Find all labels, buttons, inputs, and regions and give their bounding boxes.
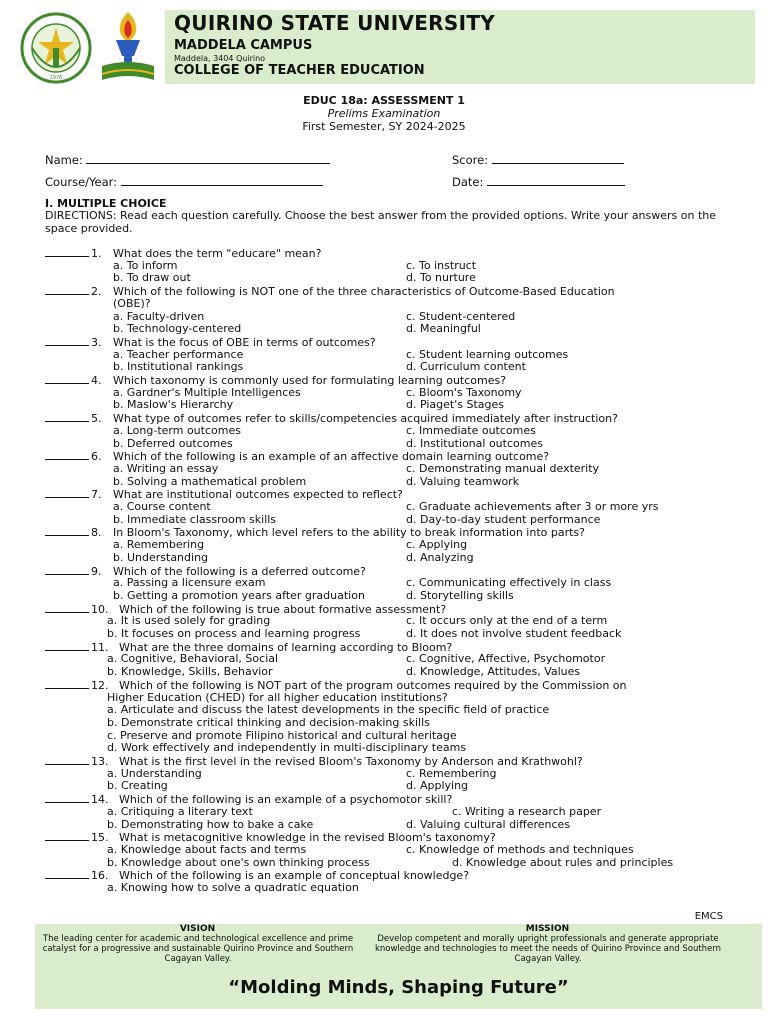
- answer-option[interactable]: a. Long-term outcomes: [113, 423, 241, 437]
- question-number: 5.: [91, 412, 102, 426]
- answer-option[interactable]: c. Immediate outcomes: [406, 423, 536, 437]
- answer-option[interactable]: b. Understanding: [113, 550, 209, 564]
- question-number: 8.: [91, 526, 102, 540]
- university-seal-icon: [20, 8, 92, 88]
- question-number: 4.: [91, 374, 102, 387]
- question-text: Which of the following is an example of a psychomotor skill?: [119, 793, 453, 807]
- question-number: 14.: [91, 793, 109, 807]
- answer-option[interactable]: a. Passing a licensure exam: [113, 576, 266, 590]
- course-year-field[interactable]: [45, 175, 323, 189]
- name-field[interactable]: [45, 153, 330, 167]
- score-field[interactable]: [452, 153, 624, 167]
- answer-blank[interactable]: [45, 374, 89, 384]
- answer-option[interactable]: d. Knowledge, Attitudes, Values: [406, 665, 581, 679]
- answer-option[interactable]: b. Institutional rankings: [113, 360, 244, 374]
- question-text: In Bloom's Taxonomy, which level refers to the ability to break information into parts?: [113, 526, 585, 540]
- answer-option[interactable]: c. Communicating effectively in class: [406, 576, 612, 590]
- answer-option[interactable]: c. Student-centered: [406, 309, 516, 323]
- answer-option[interactable]: c. To instruct: [406, 258, 477, 272]
- answer-blank[interactable]: [45, 247, 89, 257]
- date-field[interactable]: [452, 175, 625, 189]
- question-stem[interactable]: [45, 488, 403, 501]
- question-text: Which of the following is a deferred outcome?: [113, 564, 366, 578]
- answer-option[interactable]: b. Demonstrate critical thinking and decision-making skills: [107, 715, 430, 729]
- answer-option[interactable]: b. Knowledge, Skills, Behavior: [107, 665, 273, 679]
- answer-option[interactable]: a. To inform: [113, 258, 178, 272]
- answer-blank[interactable]: [45, 285, 89, 295]
- answer-option[interactable]: d. Work effectively and independently in multi-disciplinary teams: [107, 741, 467, 755]
- date-label: Date:: [452, 175, 484, 189]
- answer-option[interactable]: b. Getting a promotion years after graduation: [113, 588, 365, 602]
- answer-option[interactable]: d. To nurture: [406, 271, 476, 285]
- answer-option[interactable]: d. Day-to-day student performance: [406, 512, 601, 526]
- answer-option[interactable]: a. Writing an essay: [113, 461, 219, 475]
- answer-blank[interactable]: [45, 793, 89, 803]
- university-name: QUIRINO STATE UNIVERSITY: [174, 11, 496, 35]
- section-heading: I. MULTIPLE CHOICE: [45, 197, 167, 210]
- answer-option[interactable]: a. Critiquing a literary text: [107, 804, 253, 818]
- answer-blank[interactable]: [45, 831, 89, 841]
- question-text: Higher Education (CHED) for all higher education institutions?: [107, 690, 448, 704]
- answer-option[interactable]: d. It does not involve student feedback: [406, 627, 622, 640]
- course-title: EDUC 18a: ASSESSMENT 1: [303, 94, 465, 107]
- question-text: What type of outcomes refer to skills/competencies acquired immediately after instruction?: [113, 412, 618, 426]
- answer-option[interactable]: d. Piaget's Stages: [406, 398, 504, 412]
- question-text: What is the focus of OBE in terms of outcomes?: [113, 335, 376, 349]
- question-number: 1.: [91, 247, 102, 260]
- question-number: 11.: [91, 640, 109, 654]
- term-title: First Semester, SY 2024-2025: [302, 120, 466, 133]
- answer-option[interactable]: d. Analyzing: [406, 550, 474, 564]
- answer-option[interactable]: c. Student learning outcomes: [406, 347, 569, 361]
- answer-option[interactable]: d. Knowledge about rules and principles: [452, 855, 674, 869]
- answer-option[interactable]: a. Remembering: [113, 538, 205, 552]
- answer-option[interactable]: d. Institutional outcomes: [406, 436, 543, 450]
- course-year-line[interactable]: [121, 175, 323, 186]
- question-number: 2.: [91, 285, 102, 299]
- answer-option[interactable]: a. Course content: [113, 500, 211, 513]
- answer-blank[interactable]: [45, 603, 89, 613]
- exam-title: Prelims Examination: [327, 107, 441, 120]
- answer-option[interactable]: c. It occurs only at the end of a term: [406, 614, 608, 628]
- score-label: Score:: [452, 153, 489, 167]
- answer-option[interactable]: b. Solving a mathematical problem: [113, 474, 307, 488]
- answer-option[interactable]: a. Knowing how to solve a quadratic equation: [107, 881, 359, 894]
- answer-option[interactable]: a. It is used solely for grading: [107, 614, 271, 628]
- answer-option[interactable]: b. Technology-centered: [113, 322, 242, 336]
- answer-option[interactable]: c. Graduate achievements after 3 or more yrs: [406, 500, 659, 513]
- campus-name: MADDELA CAMPUS: [174, 38, 313, 53]
- answer-blank[interactable]: [45, 450, 89, 460]
- answer-option[interactable]: c. Demonstrating manual dexterity: [406, 461, 600, 475]
- question-text: What is metacognitive knowledge in the revised Bloom's taxonomy?: [119, 831, 496, 845]
- answer-option[interactable]: c. Knowledge of methods and techniques: [406, 842, 634, 856]
- answer-blank[interactable]: [45, 641, 89, 651]
- question-text: What does the term "educare" mean?: [113, 247, 322, 260]
- question-stem-continued: [107, 692, 448, 704]
- name-label: Name:: [45, 153, 83, 167]
- answer-option[interactable]: d. Valuing cultural differences: [406, 817, 571, 831]
- question-number: 15.: [91, 831, 109, 845]
- question-text: What are institutional outcomes expected to reflect?: [113, 488, 403, 502]
- name-line[interactable]: [86, 153, 330, 164]
- question-number: 13.: [91, 755, 109, 768]
- answer-option[interactable]: b. Creating: [107, 779, 168, 793]
- answer-blank[interactable]: [45, 336, 89, 346]
- answer-option[interactable]: b. Immediate classroom skills: [113, 512, 277, 526]
- question-number: 9.: [91, 564, 102, 578]
- motto: “Molding Minds, Shaping Future”: [228, 977, 569, 998]
- question-number: 7.: [91, 488, 102, 502]
- answer-option[interactable]: c. Cognitive, Affective, Psychomotor: [406, 652, 606, 666]
- question-text: Which taxonomy is commonly used for formulating learning outcomes?: [113, 374, 507, 387]
- answer-option[interactable]: b. Demonstrating how to bake a cake: [107, 817, 314, 831]
- question-text: What are the three domains of learning according to Bloom?: [119, 640, 453, 654]
- answer-option[interactable]: a. Articulate and discuss the latest developments in the specific field of practice: [107, 703, 550, 717]
- answer-option[interactable]: b. To draw out: [113, 271, 191, 285]
- answer-option[interactable]: a. Understanding: [107, 766, 202, 780]
- course-year-label: Course/Year:: [45, 175, 118, 189]
- footer-banner: [35, 924, 762, 1009]
- mission-text: Develop competent and morally upright professionals and generate appropriate knowledge and technologies to meet the needs of Quirino Province and Southern Cagayan Valley.: [374, 934, 722, 964]
- answer-option[interactable]: a. Knowledge about facts and terms: [107, 842, 307, 856]
- emcs-code: EMCS: [694, 911, 723, 922]
- question-stem-continued: [113, 298, 151, 310]
- question-text: (OBE)?: [113, 296, 151, 310]
- college-name: COLLEGE OF TEACHER EDUCATION: [174, 63, 425, 78]
- question-text: Which of the following is NOT one of the three characteristics of Outcome-Based Education: [113, 285, 615, 299]
- answer-option[interactable]: c. Remembering: [406, 766, 497, 780]
- answer-blank[interactable]: [45, 869, 89, 879]
- answer-option[interactable]: a. Gardner's Multiple Intelligences: [113, 385, 301, 399]
- answer-option[interactable]: d. Valuing teamwork: [406, 474, 520, 488]
- answer-option[interactable]: c. Bloom's Taxonomy: [406, 385, 522, 399]
- answer-option[interactable]: d. Curriculum content: [406, 360, 526, 374]
- svg-text:1976: 1976: [49, 75, 63, 81]
- question-number: 3.: [91, 335, 102, 349]
- answer-blank[interactable]: [45, 679, 89, 689]
- question-number: 6.: [91, 450, 102, 464]
- answer-option[interactable]: a. Teacher performance: [113, 347, 244, 361]
- directions-text: DIRECTIONS: Read each question carefully. Choose the best answer from the provided options. Write your answers on the space provided.: [45, 209, 717, 235]
- question-number: 10.: [91, 602, 109, 616]
- answer-option[interactable]: b. Deferred outcomes: [113, 436, 233, 450]
- vision-heading: VISION: [179, 924, 216, 934]
- answer-option[interactable]: d. Meaningful: [406, 322, 481, 336]
- question-number: 12.: [91, 678, 109, 692]
- college-torch-logo-icon: [96, 8, 160, 86]
- question-text: Which of the following is true about formative assessment?: [119, 602, 447, 616]
- answer-blank[interactable]: [45, 412, 89, 422]
- answer-option[interactable]: c. Applying: [406, 538, 468, 552]
- mission-heading: MISSION: [525, 924, 570, 934]
- answer-blank[interactable]: [45, 526, 89, 536]
- question-number: 16.: [91, 869, 109, 883]
- question-text: Which of the following is an example of conceptual knowledge?: [119, 869, 470, 883]
- answer-option[interactable]: b. It focuses on process and learning progress: [107, 627, 361, 640]
- answer-option[interactable]: b. Maslow's Hierarchy: [113, 398, 234, 412]
- score-line[interactable]: [492, 153, 624, 164]
- answer-option[interactable]: a. Faculty-driven: [113, 309, 205, 323]
- campus-address: Maddela, 3404 Quirino: [174, 54, 266, 63]
- question-text: What is the first level in the revised Bloom's Taxonomy by Anderson and Krathwohl?: [119, 755, 583, 768]
- answer-option[interactable]: d. Applying: [406, 779, 469, 793]
- answer-option[interactable]: d. Storytelling skills: [406, 588, 514, 602]
- question-stem[interactable]: [45, 247, 321, 260]
- question-text: Which of the following is NOT part of the program outcomes required by the Commission on: [119, 678, 627, 692]
- question-stem[interactable]: [45, 336, 376, 349]
- answer-option[interactable]: c. Writing a research paper: [452, 804, 602, 818]
- answer-option[interactable]: b. Knowledge about one's own thinking process: [107, 855, 370, 869]
- answer-option[interactable]: a. Cognitive, Behavioral, Social: [107, 652, 279, 666]
- answer-blank[interactable]: [45, 565, 89, 575]
- date-line[interactable]: [487, 175, 625, 186]
- answer-option[interactable]: c. Preserve and promote Filipino historical and cultural heritage: [107, 728, 457, 742]
- vision-text: The leading center for academic and technological excellence and prime catalyst for a progressive and sustainable Quirino Province and Southern Cagayan Valley.: [42, 934, 354, 964]
- answer-blank[interactable]: [45, 488, 89, 498]
- answer-blank[interactable]: [45, 755, 89, 765]
- question-text: Which of the following is an example of an affective domain learning outcome?: [113, 450, 550, 464]
